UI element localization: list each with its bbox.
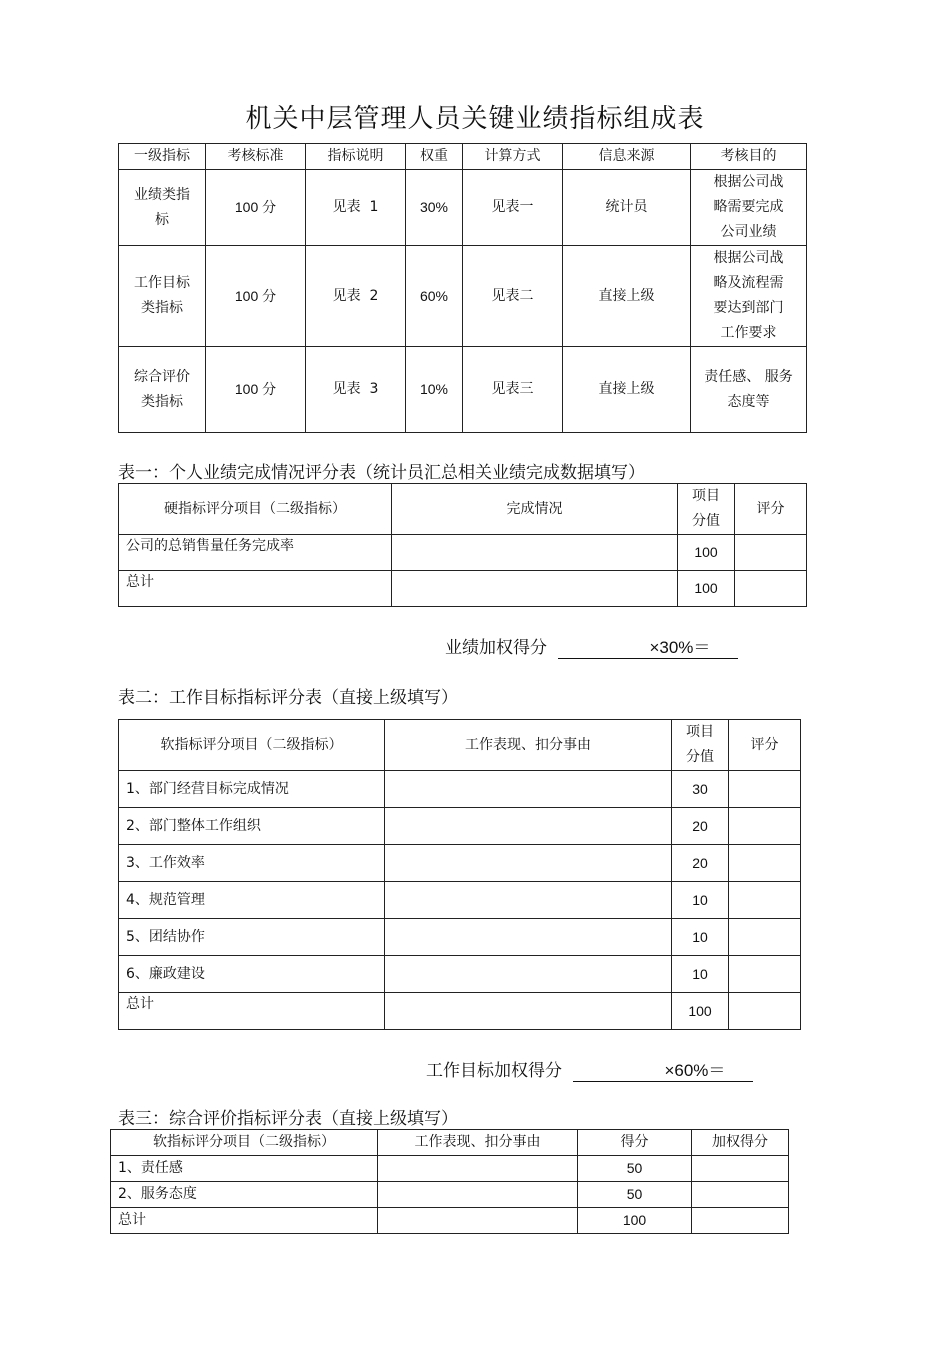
item-cell: 总计 [119, 993, 385, 1030]
score-cell[interactable] [729, 993, 801, 1030]
table-row [111, 1208, 789, 1234]
table-row [119, 845, 801, 882]
points-cell: 100 [678, 535, 735, 571]
header-cell: 硬指标评分项目（二级指标） [119, 484, 392, 535]
performance-cell[interactable] [378, 1208, 578, 1234]
header-cell: 考核标准 [206, 144, 306, 170]
standard-cell: 100 分 [206, 347, 306, 433]
item-cell: 公司的总销售量任务完成率 [119, 535, 392, 571]
item-cell: 2、部门整体工作组织 [119, 808, 385, 845]
status-cell[interactable] [392, 535, 678, 571]
header-cell: 工作表现、扣分事由 [378, 1130, 578, 1156]
header-cell: 软指标评分项目（二级指标） [119, 720, 385, 771]
weight-cell: 10% [406, 347, 463, 433]
performance-cell[interactable] [378, 1156, 578, 1182]
table-row [119, 347, 807, 433]
level1-cell [119, 347, 206, 433]
header-cell: 信息来源 [563, 144, 691, 170]
score-cell: 100 [578, 1208, 692, 1234]
status-cell[interactable] [392, 571, 678, 607]
score-cell: 50 [578, 1182, 692, 1208]
header-row [111, 1130, 789, 1156]
desc-cell: 见表 1 [306, 170, 406, 246]
table1 [118, 483, 807, 607]
performance-cell[interactable] [385, 808, 672, 845]
score-cell[interactable] [729, 956, 801, 993]
points-cell: 10 [672, 956, 729, 993]
work-goal-weighted-score [426, 1056, 753, 1082]
score-cell[interactable] [729, 919, 801, 956]
calc-cell: 见表三 [463, 347, 563, 433]
header-row [119, 144, 807, 170]
calc-cell: 见表一 [463, 170, 563, 246]
header-cell: 软指标评分项目（二级指标） [111, 1130, 378, 1156]
header-text: 项目 分值 [692, 488, 720, 529]
source-cell: 统计员 [563, 170, 691, 246]
level1-cell [119, 246, 206, 347]
item-cell: 5、团结协作 [119, 919, 385, 956]
table2-caption: 表二：工作目标指标评分表（直接上级填写） [118, 688, 458, 708]
source-cell: 直接上级 [563, 347, 691, 433]
item-cell: 3、工作效率 [119, 845, 385, 882]
table1-caption: 表一：个人业绩完成情况评分表（统计员汇总相关业绩完成数据填写） [118, 463, 645, 483]
score-cell[interactable] [729, 845, 801, 882]
header-cell: 完成情况 [392, 484, 678, 535]
score-cell[interactable] [735, 571, 807, 607]
table-row [119, 246, 807, 347]
table2 [118, 719, 801, 1030]
performance-cell[interactable] [385, 993, 672, 1030]
item-cell: 2、服务态度 [111, 1182, 378, 1208]
purpose-text: 责任感、 服务 态度等 [704, 368, 793, 410]
table-row [119, 535, 807, 571]
table3 [110, 1129, 789, 1234]
header-row [119, 484, 807, 535]
header-text: 项目 分值 [686, 724, 714, 765]
level1-text: 综合评价 类指标 [134, 368, 190, 410]
weighted-formula: ×30%＝ [649, 638, 711, 657]
table-row [119, 993, 801, 1030]
score-cell[interactable] [729, 808, 801, 845]
header-row [119, 720, 801, 771]
weighted-score-cell[interactable] [692, 1156, 789, 1182]
standard-cell: 100 分 [206, 246, 306, 347]
header-cell: 评分 [729, 720, 801, 771]
header-cell: 评分 [735, 484, 807, 535]
header-cell [672, 720, 729, 771]
source-cell: 直接上级 [563, 246, 691, 347]
purpose-cell [691, 347, 807, 433]
performance-cell[interactable] [385, 956, 672, 993]
header-cell: 权重 [406, 144, 463, 170]
item-cell: 1、部门经营目标完成情况 [119, 771, 385, 808]
points-cell: 100 [672, 993, 729, 1030]
weighted-formula: ×60%＝ [664, 1061, 726, 1080]
item-cell: 4、规范管理 [119, 882, 385, 919]
item-cell: 1、责任感 [111, 1156, 378, 1182]
weighted-formula-blank[interactable] [558, 633, 738, 659]
score-cell[interactable] [729, 882, 801, 919]
table-row [119, 956, 801, 993]
points-cell: 10 [672, 919, 729, 956]
purpose-cell [691, 170, 807, 246]
weighted-label: 业绩加权得分 [445, 638, 547, 658]
score-cell: 50 [578, 1156, 692, 1182]
table-row [119, 170, 807, 246]
performance-cell[interactable] [385, 845, 672, 882]
weighted-formula-blank[interactable] [573, 1056, 753, 1082]
item-cell: 总计 [111, 1208, 378, 1234]
page-title: 机关中层管理人员关键业绩指标组成表 [245, 104, 705, 134]
performance-weighted-score [445, 633, 738, 659]
score-cell[interactable] [729, 771, 801, 808]
level1-cell [119, 170, 206, 246]
header-cell: 工作表现、扣分事由 [385, 720, 672, 771]
table3-caption: 表三：综合评价指标评分表（直接上级填写） [118, 1109, 458, 1129]
points-cell: 30 [672, 771, 729, 808]
performance-cell[interactable] [385, 771, 672, 808]
weighted-score-cell[interactable] [692, 1182, 789, 1208]
weighted-label: 工作目标加权得分 [426, 1061, 562, 1081]
main-indicator-table [118, 143, 807, 433]
header-cell: 加权得分 [692, 1130, 789, 1156]
performance-cell[interactable] [385, 882, 672, 919]
score-cell[interactable] [735, 535, 807, 571]
item-cell: 总计 [119, 571, 392, 607]
purpose-text: 根据公司战 略及流程需 要达到部门 工作要求 [713, 250, 784, 341]
header-cell: 计算方式 [463, 144, 563, 170]
table-row [111, 1156, 789, 1182]
weight-cell: 30% [406, 170, 463, 246]
performance-cell[interactable] [385, 919, 672, 956]
table-row [119, 771, 801, 808]
performance-cell[interactable] [378, 1182, 578, 1208]
points-cell: 20 [672, 845, 729, 882]
weight-cell: 60% [406, 246, 463, 347]
purpose-text: 根据公司战 略需要完成 公司业绩 [713, 174, 784, 240]
header-cell [678, 484, 735, 535]
calc-cell: 见表二 [463, 246, 563, 347]
desc-cell: 见表 2 [306, 246, 406, 347]
table-row [119, 919, 801, 956]
table-row [119, 808, 801, 845]
points-cell: 20 [672, 808, 729, 845]
header-cell: 一级指标 [119, 144, 206, 170]
points-cell: 100 [678, 571, 735, 607]
item-cell: 6、廉政建设 [119, 956, 385, 993]
points-cell: 10 [672, 882, 729, 919]
header-cell: 考核目的 [691, 144, 807, 170]
standard-cell: 100 分 [206, 170, 306, 246]
header-cell: 指标说明 [306, 144, 406, 170]
weighted-score-cell[interactable] [692, 1208, 789, 1234]
header-cell: 得分 [578, 1130, 692, 1156]
level1-text: 业绩类指 标 [134, 186, 190, 228]
purpose-cell [691, 246, 807, 347]
table-row [119, 882, 801, 919]
level1-text: 工作目标 类指标 [134, 275, 190, 316]
table-row [111, 1182, 789, 1208]
desc-cell: 见表 3 [306, 347, 406, 433]
table-row [119, 571, 807, 607]
